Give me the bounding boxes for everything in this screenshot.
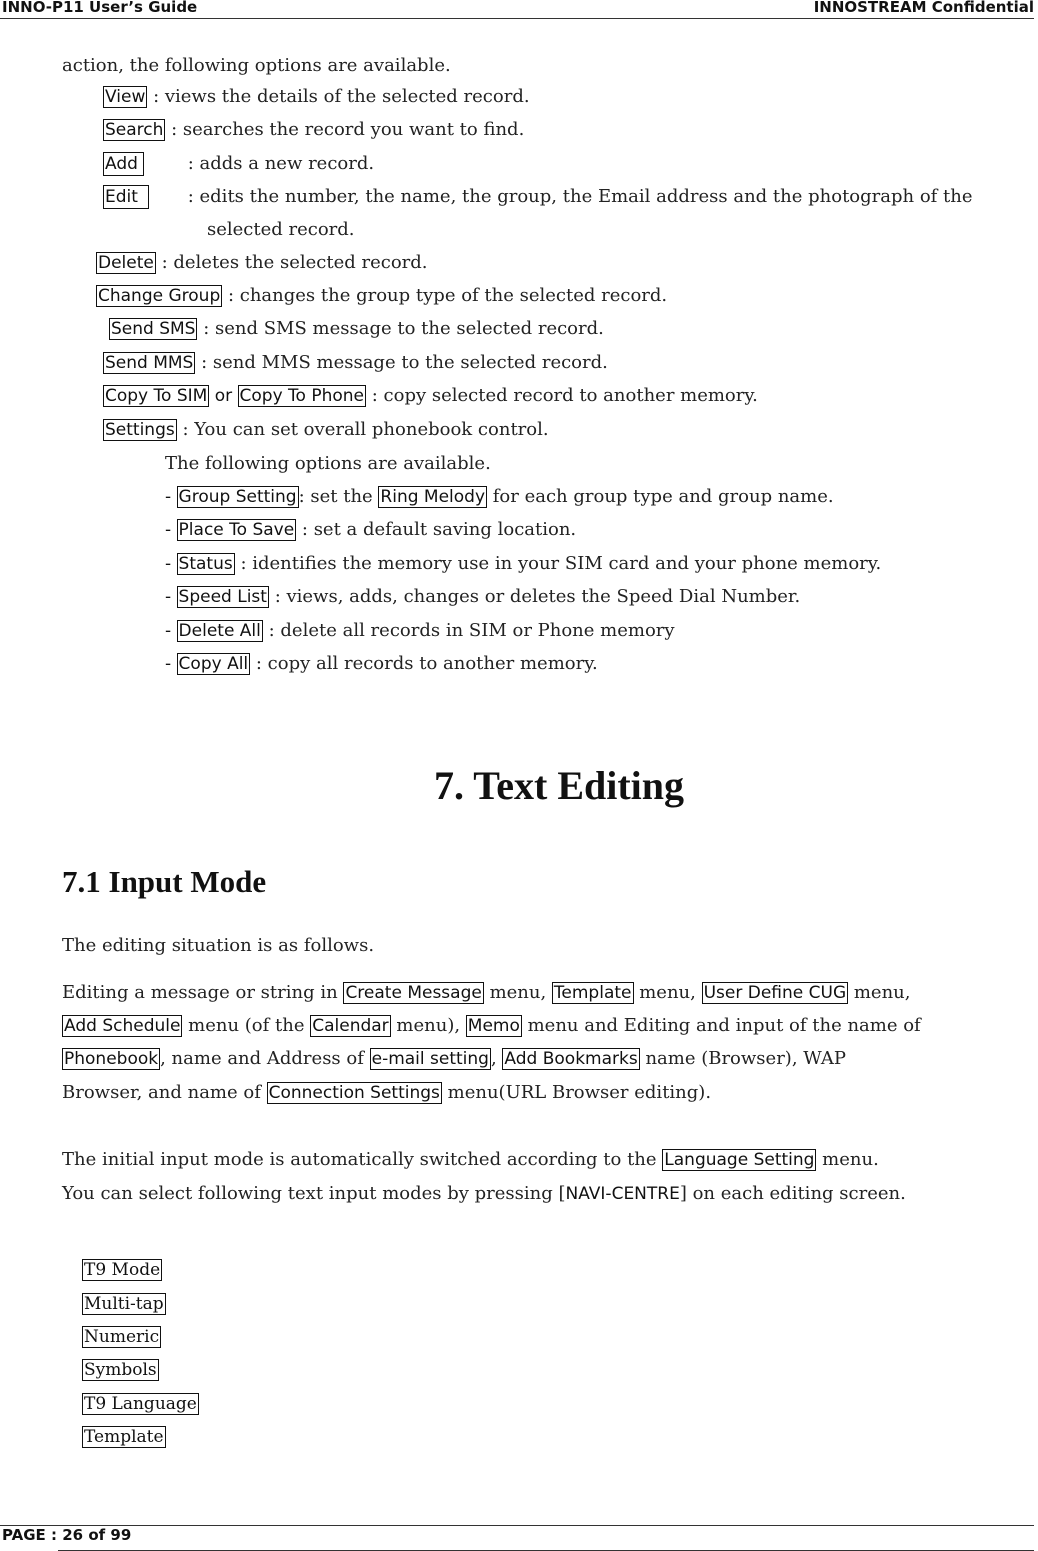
option-desc: : copy selected record to another memory.: [366, 385, 758, 406]
text: You can select following text input modes by pressing [: [62, 1183, 566, 1204]
sub-label: Delete All: [178, 621, 261, 641]
mode-item: [82, 1259, 162, 1281]
option-label: Settings: [105, 420, 175, 440]
dash: -: [165, 621, 177, 641]
option-label: Add: [103, 152, 144, 176]
text: menu.: [816, 1149, 879, 1170]
option-search: [103, 119, 524, 141]
mode-item: [82, 1393, 199, 1415]
dash: -: [165, 587, 177, 607]
paragraph-input-modes: [62, 1183, 906, 1205]
sub-label: Place To Save: [178, 520, 295, 540]
option-change-group: [96, 285, 667, 307]
settings-sub-item: [165, 620, 675, 642]
mode-label: Template: [84, 1427, 164, 1447]
option-desc: : views the details of the selected record.: [147, 86, 530, 107]
paragraph-language-setting: [62, 1149, 879, 1171]
paragraph-line: [62, 982, 910, 1004]
mode-item: [82, 1426, 166, 1448]
text: ] on each editing screen.: [679, 1183, 906, 1204]
section-title: 7.1 Input Mode: [62, 864, 267, 899]
ring-melody-label: Ring Melody: [380, 487, 486, 507]
mode-label: T9 Language: [84, 1394, 197, 1414]
menu-ref: e-mail setting: [371, 1049, 489, 1069]
option-desc: : You can set overall phonebook control.: [176, 419, 549, 440]
text: , name and Address of: [160, 1048, 370, 1069]
page-footer: [0, 1525, 1034, 1544]
text: name (Browser), WAP: [639, 1048, 846, 1069]
option-label: Change Group: [98, 286, 221, 306]
mode-label: T9 Mode: [84, 1260, 161, 1280]
option-label: Search: [105, 120, 164, 140]
dash: -: [165, 520, 177, 540]
text: Browser, and name of: [62, 1082, 267, 1103]
settings-sub-item: [165, 653, 598, 675]
settings-sub-item: [165, 586, 800, 608]
option-label: Delete: [98, 253, 154, 273]
option-settings: [103, 419, 549, 441]
key-name: NAVI-CENTRE: [565, 1184, 680, 1204]
mode-item: [82, 1326, 161, 1348]
menu-ref: Language Setting: [664, 1150, 815, 1170]
mode-item: [82, 1293, 166, 1315]
menu-ref: Template: [553, 983, 632, 1003]
text: menu),: [390, 1015, 466, 1036]
paragraph-line: [62, 1015, 921, 1037]
chapter-title: 7. Text Editing: [433, 763, 685, 808]
menu-ref: User Define CUG: [703, 983, 847, 1003]
text: Editing a message or string in: [62, 982, 344, 1003]
menu-ref: Create Message: [345, 983, 482, 1003]
option-edit: [103, 185, 973, 209]
option-desc: : send SMS message to the selected record.: [197, 318, 604, 339]
option-desc: : send MMS message to the selected record.: [195, 352, 608, 373]
option-desc: : deletes the selected record.: [155, 252, 428, 273]
dash: -: [165, 487, 177, 507]
menu-ref: Add Bookmarks: [504, 1049, 638, 1069]
option-label: Send MMS: [105, 353, 194, 373]
sub-desc: : identifies the memory use in your SIM card and your phone memory.: [234, 553, 882, 574]
text: ,: [490, 1048, 503, 1069]
option-desc: : changes the group type of the selected record.: [222, 285, 668, 306]
sub-label: Speed List: [178, 587, 267, 607]
mode-label: Symbols: [84, 1360, 157, 1380]
group-desc: for each group type and group name.: [487, 486, 834, 507]
settings-sub-item: [165, 553, 881, 575]
settings-sub-item: [165, 519, 576, 541]
option-desc: : searches the record you want to find.: [165, 119, 525, 140]
option-label: Send SMS: [111, 319, 196, 339]
header-left: INNO-P11 User’s Guide: [2, 0, 198, 16]
option-edit-cont: selected record.: [207, 219, 355, 240]
option-add: [103, 152, 374, 176]
paragraph-editing-situation: The editing situation is as follows.: [62, 935, 375, 956]
copy-to-sim-label: Copy To SIM: [105, 386, 208, 406]
text: menu,: [848, 982, 911, 1003]
option-send-sms: [109, 318, 604, 340]
mode-item: [82, 1359, 159, 1381]
dash: -: [165, 654, 177, 674]
page-header: [0, 0, 1034, 19]
mode-label: Multi-tap: [84, 1294, 164, 1314]
copy-to-phone-label: Copy To Phone: [239, 386, 365, 406]
menu-ref: Calendar: [312, 1016, 389, 1036]
option-send-mms: [103, 352, 608, 374]
option-desc: : edits the number, the name, the group, the Email address and the photograph of the: [182, 186, 973, 207]
option-desc: : adds a new record.: [182, 153, 375, 174]
text: menu (of the: [182, 1015, 311, 1036]
sub-desc: : set a default saving location.: [296, 519, 577, 540]
intro-text: action, the following options are available.: [62, 55, 451, 76]
option-label: View: [105, 87, 146, 107]
text: menu and Editing and input of the name of: [521, 1015, 921, 1036]
menu-ref: Connection Settings: [268, 1083, 440, 1103]
settings-intro: The following options are available.: [165, 453, 491, 474]
option-copy: [103, 385, 758, 407]
option-delete: [96, 252, 428, 274]
sub-desc: : views, adds, changes or deletes the Speed Dial Number.: [268, 586, 801, 607]
header-right: INNOSTREAM Confidential: [813, 0, 1034, 16]
dash: -: [165, 554, 177, 574]
paragraph-line: [62, 1082, 711, 1104]
paragraph-line: [62, 1048, 846, 1070]
sub-desc: : copy all records to another memory.: [250, 653, 598, 674]
text: menu,: [633, 982, 702, 1003]
page-number: PAGE : 26 of 99: [2, 1526, 132, 1544]
text: The initial input mode is automatically switched according to the: [62, 1149, 663, 1170]
sub-label: Copy All: [178, 654, 249, 674]
settings-group-setting: [165, 486, 834, 508]
option-view: [103, 86, 530, 108]
text: menu(URL Browser editing).: [441, 1082, 712, 1103]
group-setting-label: Group Setting: [178, 487, 297, 507]
menu-ref: Phonebook: [64, 1049, 159, 1069]
or-text: or: [209, 386, 238, 406]
mode-label: Numeric: [84, 1327, 160, 1347]
text: menu,: [483, 982, 552, 1003]
group-mid-text: : set the: [298, 486, 379, 507]
menu-ref: Memo: [467, 1016, 520, 1036]
sub-label: Status: [178, 554, 233, 574]
menu-ref: Add Schedule: [64, 1016, 181, 1036]
sub-desc: : delete all records in SIM or Phone memory: [262, 620, 675, 641]
option-label: Edit: [103, 185, 149, 209]
